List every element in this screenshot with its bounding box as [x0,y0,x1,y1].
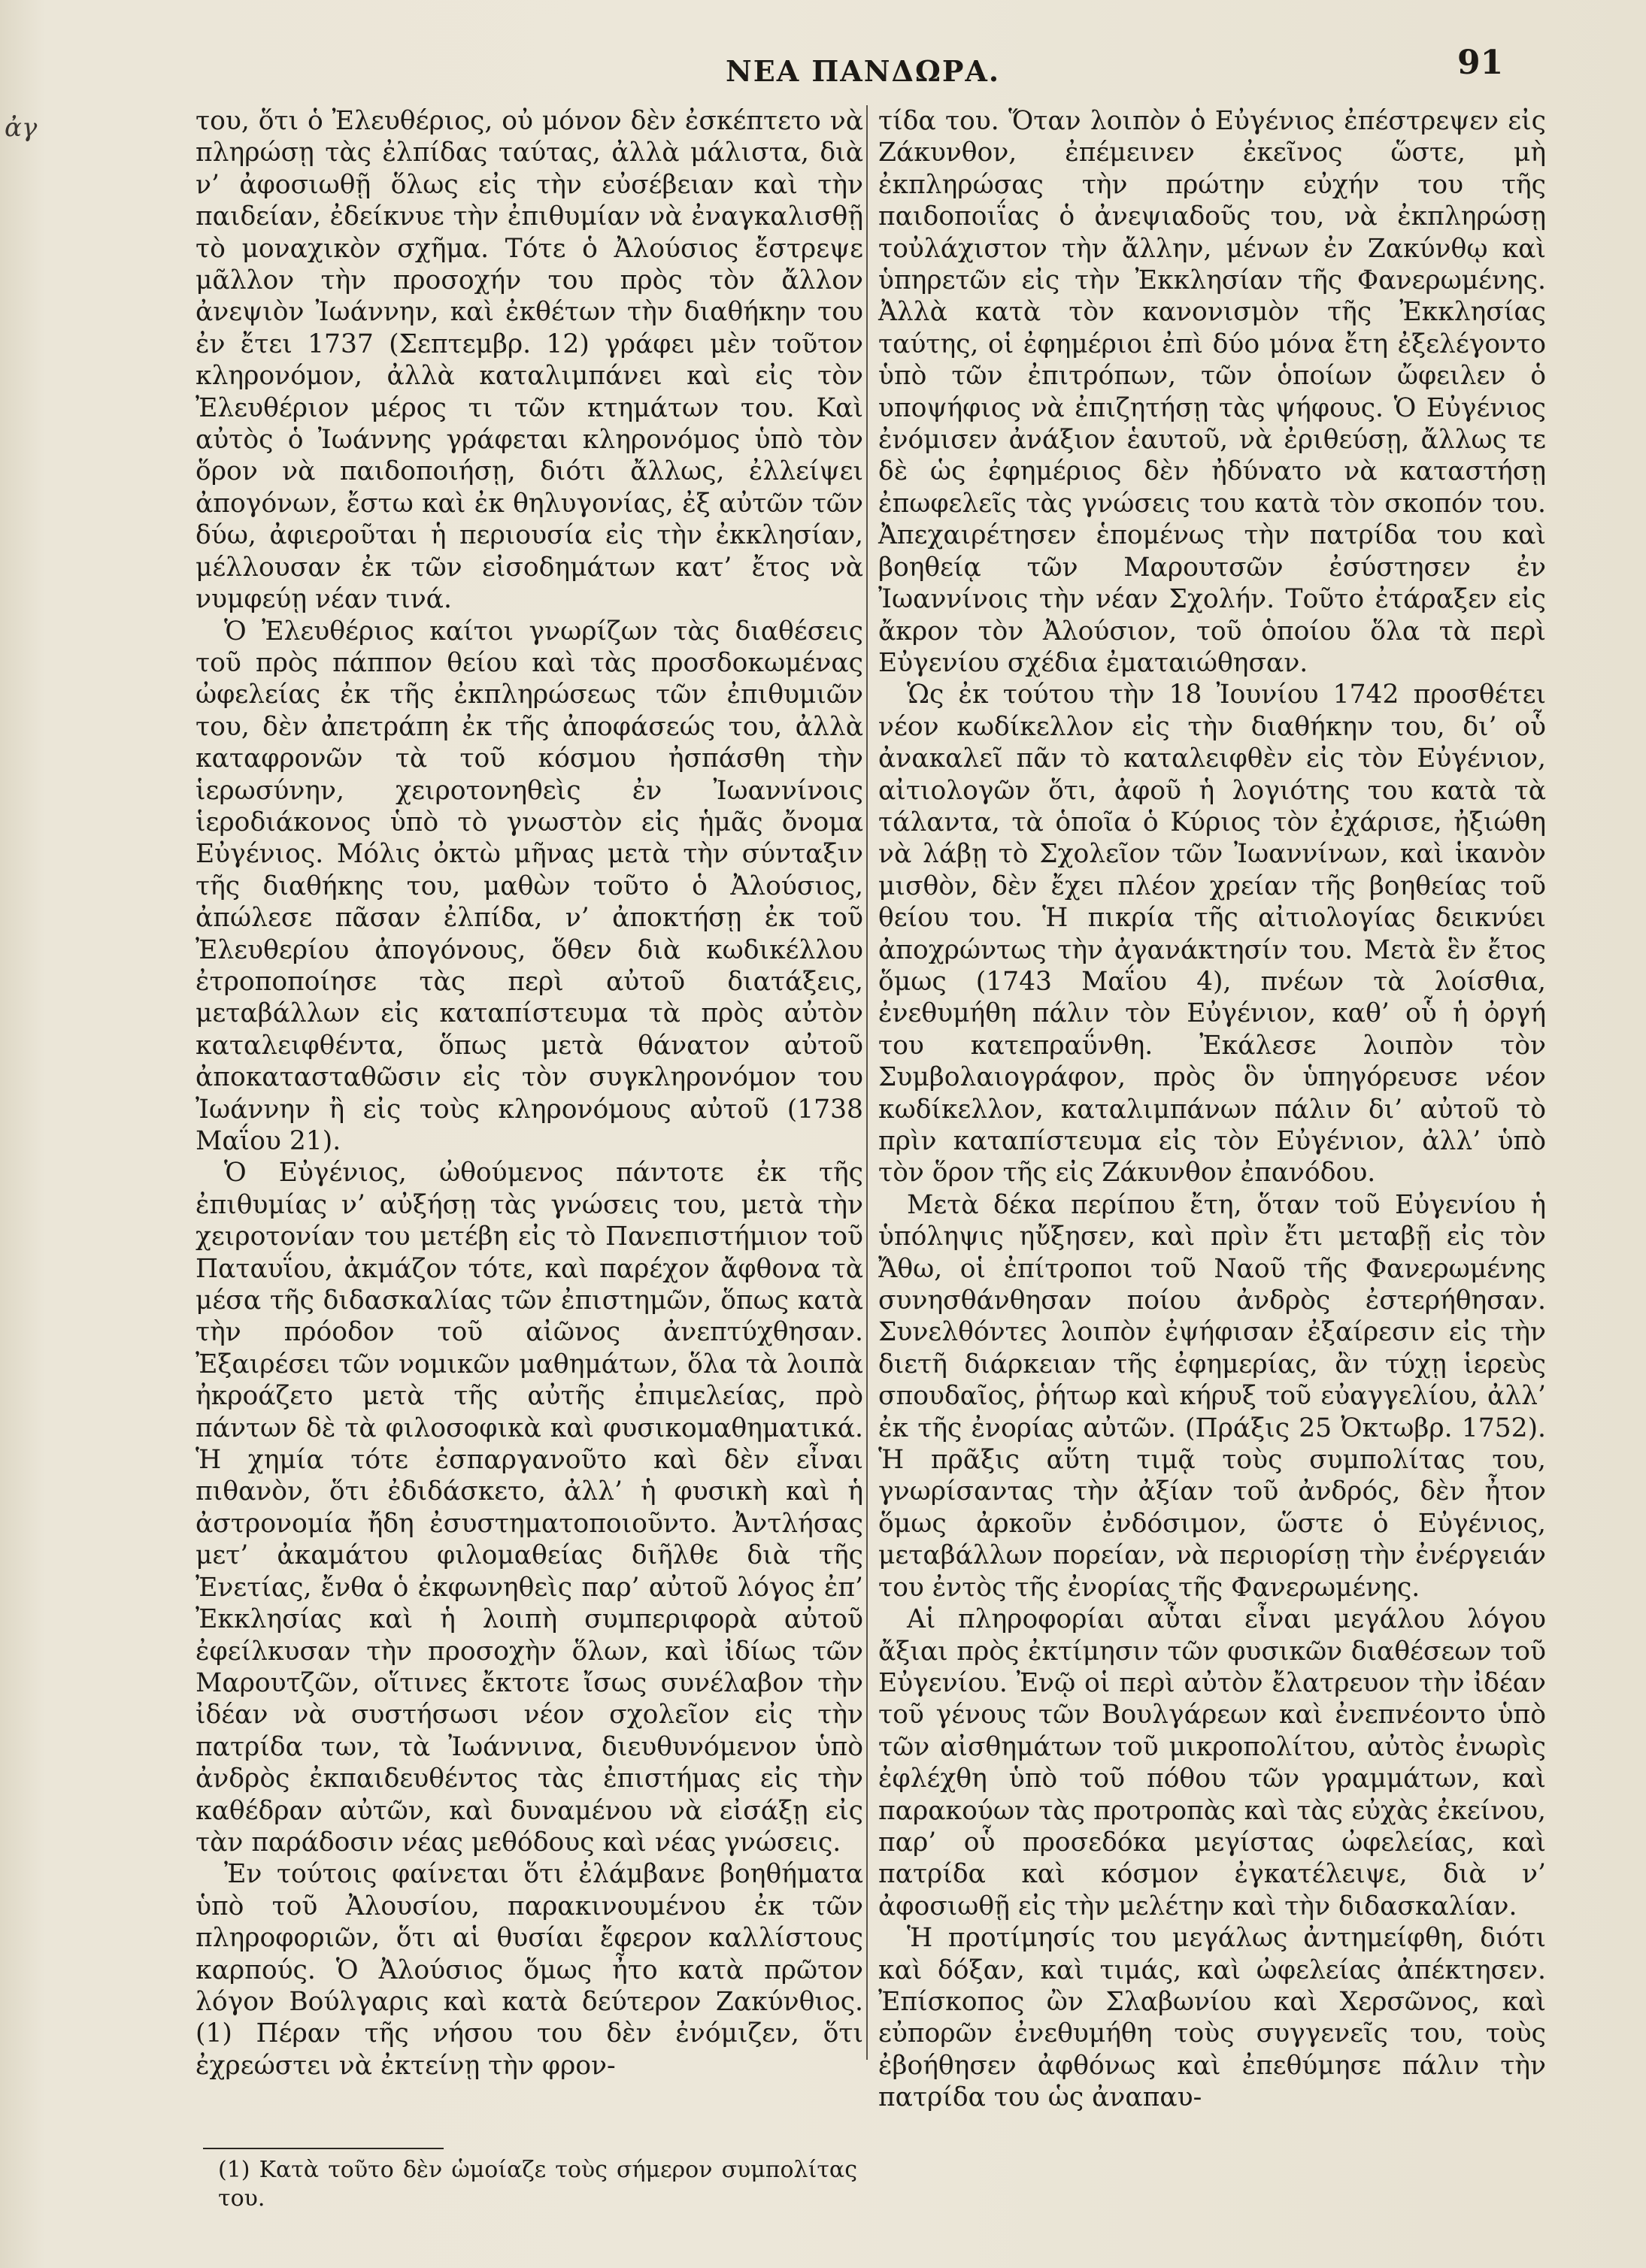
paragraph: Ὡς ἐκ τούτου τὴν 18 Ἰουνίου 1742 προσθέτει νέον κωδίκελλον εἰς τὴν διαθήκην του, δι’ οὗ ἀνακαλεῖ πᾶν τὸ καταλειφθὲν εἰς τὸν Εὐγένιον, αἰτιολογῶν ὅτι, ἀφοῦ ἡ λογιότης του κατὰ τὰ τάλαντα, τὰ ὁποῖα ὁ Κύριος τὸν ἐχάρισε, ἠξιώθη νὰ λάβῃ τὸ Σχολεῖον τῶν Ἰωαννίνων, καὶ ἱκανὸν μισθὸν, δὲν ἔχει πλέον χρείαν τῆς βοηθείας τοῦ θείου του. Ἡ πικρία τῆς αἰτιολογίας δεικνύει ἀποχρώντως τὴν ἀγανάκτησίν του. Μετὰ ἓν ἔτος ὅμως (1743 Μαΐου 4), πνέων τὰ λοίσθια, ἐνεθυμήθη πάλιν τὸν Εὐγένιον, καθ’ οὗ ἡ ὀργή του κατεπραΰνθη. Ἐκάλεσε λοιπὸν τὸν Συμβολαιογράφον, πρὸς ὃν ὑπηγόρευσε νέον κωδίκελλον, καταλιμπάνων πάλιν δι’ αὐτοῦ τὸ πρὶν καταπίστευμα εἰς τὸν Εὐγένιον, ἀλλ’ ὑπὸ τὸν ὅρον τῆς εἰς Ζάκυνθον ἐπανόδου. [878,680,1546,1189]
paragraph: Μετὰ δέκα περίπου ἔτη, ὅταν τοῦ Εὐγενίου ἡ ὑπόληψις ηὔξησεν, καὶ πρὶν ἔτι μεταβῇ εἰς τὸν Ἄθω, οἱ ἐπίτροποι τοῦ Ναοῦ τῆς Φανερωμένης συνησθάνθησαν ποίου ἀνδρὸς ἐστερήθησαν. Συνελθόντες λοιπὸν ἐψήφισαν ἐξαίρεσιν εἰς τὴν διετῆ διάρκειαν τῆς ἐφημερίας, ἂν τύχῃ ἱερεὺς σπουδαῖος, ῥήτωρ καὶ κήρυξ τοῦ εὐαγγελίου, ἀλλ’ ἐκ τῆς ἐνορίας αὐτῶν. (Πράξις 25 Ὀκτωβρ. 1752). Ἡ πρᾶξις αὕτη τιμᾷ τοὺς συμπολίτας του, γνωρίσαντας τὴν ἀξίαν τοῦ ἀνδρός, δὲν ἦτον ὅμως ἀρκοῦν ἐνδόσιμον, ὥστε ὁ Εὐγένιος, μεταβάλλων πορείαν, νὰ περιορίσῃ τὴν ἐνέργειάν του ἐντὸς τῆς ἐνορίας τῆς Φανερωμένης. [878,1189,1546,1603]
paragraph: Ἐν τούτοις φαίνεται ὅτι ἐλάμβανε βοηθήματα ὑπὸ τοῦ Ἀλουσίου, παρακινουμένου ἐκ τῶν πληροφοριῶν, ὅτι αἱ θυσίαι ἔφερον καλλίστους καρπούς. Ὁ Ἀλούσιος ὅμως ἦτο κατὰ πρῶτον λόγον Βούλγαρις καὶ κατὰ δεύτερον Ζακύνθιος. (1) Πέραν τῆς νήσου του δὲν ἐνόμιζεν, ὅτι ἐχρεώστει νὰ ἐκτείνῃ τὴν φρον- [196,1859,863,2081]
paragraph: Ὁ Ἐλευθέριος καίτοι γνωρίζων τὰς διαθέσεις τοῦ πρὸς πάππον θείου καὶ τὰς προσδοκωμένας ὠφελείας ἐκ τῆς ἐκπληρώσεως τῶν ἐπιθυμιῶν του, δὲν ἀπετράπη ἐκ τῆς ἀποφάσεώς του, ἀλλὰ καταφρονῶν τὰ τοῦ κόσμου ἠσπάσθη τὴν ἱερωσύνην, χειροτονηθεὶς ἐν Ἰωαννίνοις ἱεροδιάκονος ὑπὸ τὸ γνωστὸν εἰς ἡμᾶς ὄνομα Εὐγένιος. Μόλις ὀκτὼ μῆνας μετὰ τὴν σύνταξιν τῆς διαθήκης του, μαθὼν τοῦτο ὁ Ἀλούσιος, ἀπώλεσε πᾶσαν ἐλπίδα, ν’ ἀποκτήσῃ ἐκ τοῦ Ἐλευθερίου ἀπογόνους, ὅθεν διὰ κωδικέλλου ἐτροποποίησε τὰς περὶ αὐτοῦ διατάξεις, μεταβάλλων εἰς καταπίστευμα τὰ πρὸς αὐτὸν καταλειφθέντα, ὅπως μετὰ θάνατον αὐτοῦ ἀποκατασταθῶσιν εἰς τὸν συγκληρονόμον του Ἰωάννην ἢ εἰς τοὺς κληρονόμους αὐτοῦ (1738 Μαΐου 21). [196,616,863,1156]
paragraph: Ὁ Εὐγένιος, ὠθούμενος πάντοτε ἐκ τῆς ἐπιθυμίας ν’ αὐξήσῃ τὰς γνώσεις του, μετὰ τὴν χειροτονίαν του μετέβη εἰς τὸ Πανεπιστήμιον τοῦ Παταυΐου, ἀκμάζον τότε, καὶ παρέχον ἄφθονα τὰ μέσα τῆς διδασκαλίας τῶν ἐπιστημῶν, ὅπως κατὰ τὴν πρόοδον τοῦ αἰῶνος ἀνεπτύχθησαν. Ἐξαιρέσει τῶν νομικῶν μαθημάτων, ὅλα τὰ λοιπὰ ἠκροάζετο μετὰ τῆς αὐτῆς ἐπιμελείας, πρὸ πάντων δὲ τὰ φιλοσοφικὰ καὶ φυσικομαθηματικά. Ἡ χημία τότε ἐσπαργανοῦτο καὶ δὲν εἶναι πιθανὸν, ὅτι ἐδιδάσκετο, ἀλλ’ ἡ φυσικὴ καὶ ἡ ἀστρονομία ἤδη ἐσυστηματοποιοῦντο. Ἀντλήσας μετ’ ἀκαμάτου φιλομαθείας διῆλθε διὰ τῆς Ἐνετίας, ἔνθα ὁ ἐκφωνηθεὶς παρ’ αὐτοῦ λόγος ἐπ’ Ἐκκλησίας καὶ ἡ λοιπὴ συμπεριφορὰ αὐτοῦ ἐφείλκυσαν τὴν προσοχὴν ὅλων, καὶ ἰδίως τῶν Μαρουτζῶν, οἵτινες ἔκτοτε ἴσως συνέλαβον τὴν ἰδέαν νὰ συστήσωσι νέον σχολεῖον εἰς τὴν πατρίδα των, τὰ Ἰωάννινα, διευθυνόμενον ὑπὸ ἀνδρὸς ἐκπαιδευθέντος τὰς ἐπιστήμας εἰς τὴν καθέδραν αὐτῶν, καὶ δυναμένου νὰ εἰσάξῃ εἰς τὰν παράδοσιν νέας μεθόδους καὶ νέας γνώσεις. [196,1158,863,1858]
right-column [878,105,1546,2114]
footnote: (1) Κατὰ τοῦτο δὲν ὡμοίαζε τοὺς σήμερον συμπολίτας του. [218,2157,857,2212]
margin-annotation: ἀγ [5,113,38,143]
paragraph: Αἱ πληροφορίαι αὗται εἶναι μεγάλου λόγου ἄξιαι πρὸς ἐκτίμησιν τῶν φυσικῶν διαθέσεων τοῦ Εὐγενίου. Ἐνῷ οἱ περὶ αὐτὸν ἔλατρευον τὴν ἰδέαν τοῦ γένους τῶν Βουλγάρεων καὶ ἐνεπνέοντο ὑπὸ τῶν αἰσθημάτων τοῦ μικροπολίτου, αὐτὸς ἐνωρὶς ἐφλέχθη ὑπὸ τοῦ πόθου τῶν γραμμάτων, καὶ παρακούων τὰς προτροπὰς καὶ τὰς εὐχὰς ἐκείνου, παρ’ οὗ προσεδόκα μεγίστας ὠφελείας, καὶ πατρίδα καὶ κόσμον ἐγκατέλειψε, διὰ ν’ ἀφοσιωθῇ εἰς τὴν μελέτην καὶ τὴν διδασκαλίαν. [878,1604,1546,1921]
footnote-rule [203,2148,444,2149]
paragraph: τίδα του. Ὅταν λοιπὸν ὁ Εὐγένιος ἐπέστρεψεν εἰς Ζάκυνθον, ἐπέμεινεν ἐκεῖνος ὥστε, μὴ ἐκπληρώσας τὴν πρώτην εὐχήν του τῆς παιδοποιΐας ὁ ἀνεψιαδοῦς του, νὰ ἐκπληρώσῃ τοὐλάχιστον τὴν ἄλλην, μένων ἐν Ζακύνθῳ καὶ ὑπηρετῶν εἰς τὴν Ἐκκλησίαν τῆς Φανερωμένης. Ἀλλὰ κατὰ τὸν κανονισμὸν τῆς Ἐκκλησίας ταύτης, οἱ ἐφημέριοι ἐπὶ δύο μόνα ἔτη ἐξελέγοντο ὑπὸ τῶν ἐπιτρόπων, τῶν ὁποίων ὤφειλεν ὁ υποψήφιος νὰ ἐπιζητήσῃ τὰς ψήφους. Ὁ Εὐγένιος ἐνόμισεν ἀνάξιον ἑαυτοῦ, νὰ ἐριθεύσῃ, ἄλλως τε δὲ ὡς ἐφημέριος δὲν ἠδύνατο νὰ καταστήσῃ ἐπωφελεῖς τὰς γνώσεις του κατὰ τὸν σκοπόν του. Ἀπεχαιρέτησεν ἑπομένως τὴν πατρίδα του καὶ βοηθείᾳ τῶν Μαρουτσῶν ἐσύστησεν ἐν Ἰωαννίνοις τὴν νέαν Σχολήν. Τοῦτο ἐτάραξεν εἰς ἄκρον τὸν Ἀλούσιον, τοῦ ὁποίου ὅλα τὰ περὶ Εὐγενίου σχέδια ἐματαιώθησαν. [878,106,1546,678]
left-column [196,105,863,2082]
paragraph: του, ὅτι ὁ Ἐλευθέριος, οὐ μόνον δὲν ἐσκέπτετο νὰ πληρώσῃ τὰς ἐλπίδας ταύτας, ἀλλὰ μάλιστα, διὰ ν’ ἀφοσιωθῇ ὅλως εἰς τὴν εὐσέβειαν καὶ τὴν παιδείαν, ἐδείκνυε τὴν ἐπιθυμίαν νὰ ἐναγκαλισθῇ τὸ μοναχικὸν σχῆμα. Τότε ὁ Ἀλούσιος ἔστρεψε μᾶλλον τὴν προσοχήν του πρὸς τὸν ἄλλον ἀνεψιὸν Ἰωάννην, καὶ ἐκθέτων τὴν διαθήκην του ἐν ἔτει 1737 (Σεπτεμβρ. 12) γράφει μὲν τοῦτον κληρονόμον, ἀλλὰ καταλιμπάνει καὶ εἰς τὸν Ἐλευθέριον μέρος τι τῶν κτημάτων του. Καὶ αὐτὸς ὁ Ἰωάννης γράφεται κληρονόμος ὑπὸ τὸν ὅρον νὰ παιδοποιήσῃ, διότι ἄλλως, ἐλλείψει ἀπογόνων, ἔστω καὶ ἐκ θηλυγονίας, ἐξ αὐτῶν τῶν δύω, ἀφιεροῦται ἡ περιουσία εἰς τὴν ἐκκλησίαν, μέλλουσαν ἐκ τῶν εἰσοδημάτων κατ’ ἔτος νὰ νυμφεύῃ νέαν τινά. [196,106,863,615]
running-header-title: ΝΕΑ ΠΑΝΔΩΡΑ. [726,54,1001,88]
paragraph: Ἡ προτίμησίς του μεγάλως ἀντημείφθη, διότι καὶ δόξαν, καὶ τιμάς, καὶ ὠφελείας ἀπέκτησεν. Ἐπίσκοπος ὢν Σλαβωνίου καὶ Χερσῶνος, καὶ εὐπορῶν ἐνεθυμήθη τοὺς συγγενεῖς του, τοὺς ἐβοήθησεν ἀφθόνως καὶ ἐπεθύμησε πάλιν τὴν πατρίδα του ὡς ἀναπαυ- [878,1923,1546,2113]
page-number: 91 [1457,44,1504,82]
column-divider [866,105,868,2060]
